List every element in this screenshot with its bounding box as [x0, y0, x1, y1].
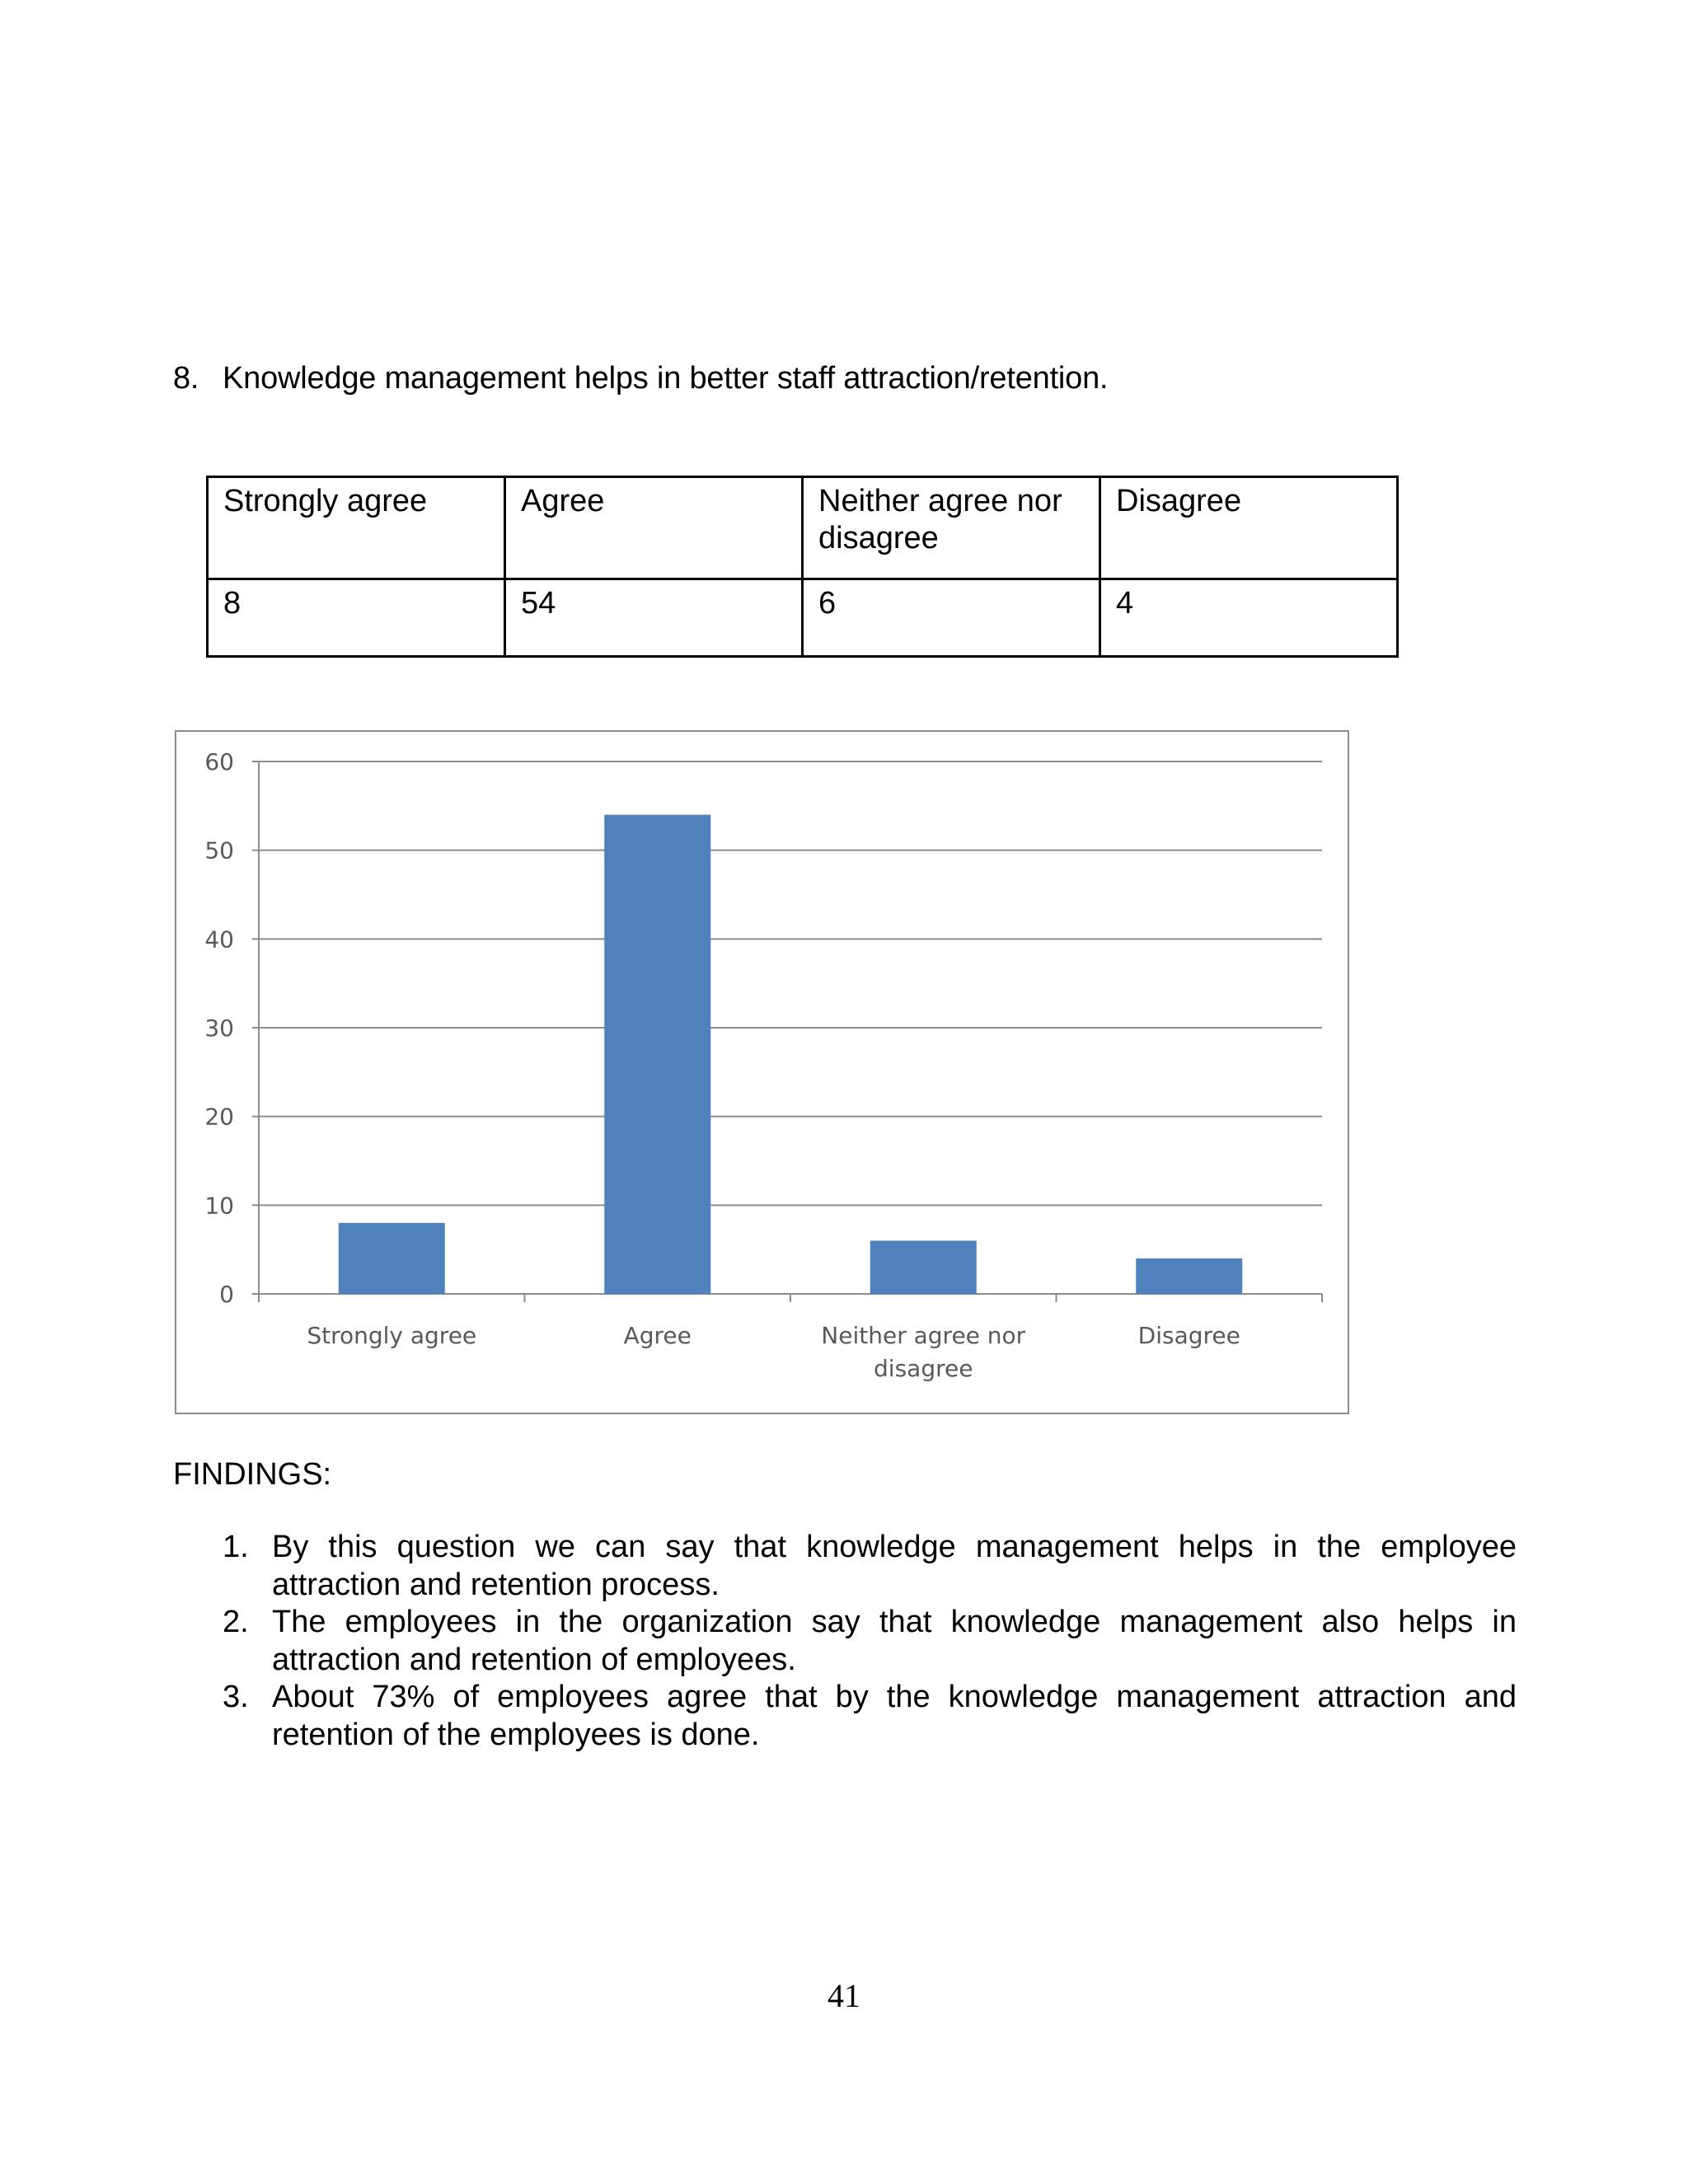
table-header-cell: Agree — [505, 477, 803, 579]
x-category-label: Agree — [623, 1322, 692, 1349]
bar-3 — [870, 1240, 977, 1294]
question-text: Knowledge management helps in better staff attraction/retention. — [223, 361, 1109, 396]
y-tick-label: 0 — [219, 1281, 234, 1308]
findings-heading: FINDINGS: — [173, 1457, 332, 1492]
y-tick-label: 30 — [204, 1015, 234, 1042]
y-tick-label: 20 — [204, 1103, 234, 1131]
table-header-cell: Strongly agree — [208, 477, 505, 579]
finding-item — [223, 1529, 1517, 1604]
y-tick-label: 10 — [204, 1192, 234, 1220]
table-header-row — [208, 477, 1398, 579]
question-number: 8. — [173, 361, 199, 396]
table-value-cell: 8 — [208, 579, 505, 657]
table-header-cell: Disagree — [1100, 477, 1398, 579]
finding-text: By this question we can say that knowledge management helps in the employee attraction and retention process. — [272, 1530, 1517, 1602]
bar-4 — [1136, 1258, 1242, 1294]
bar-1 — [339, 1223, 445, 1294]
finding-item — [223, 1679, 1517, 1754]
bar-chart — [175, 730, 1349, 1414]
finding-item — [223, 1604, 1517, 1679]
question-heading — [173, 361, 1108, 396]
bar-2 — [604, 815, 710, 1294]
x-category-label: Disagree — [1137, 1322, 1240, 1349]
table-value-cell: 6 — [803, 579, 1100, 657]
x-category-label: Neither agree nor — [821, 1322, 1026, 1349]
x-category-label: disagree — [874, 1355, 973, 1382]
y-tick-label: 40 — [204, 926, 234, 954]
y-tick-label: 50 — [204, 837, 234, 865]
bar-chart-svg — [176, 732, 1351, 1416]
x-category-label: Strongly agree — [307, 1322, 477, 1349]
y-tick-label: 60 — [204, 748, 234, 776]
table-value-row — [208, 579, 1398, 657]
findings-list — [223, 1529, 1517, 1754]
finding-number: 3. — [223, 1680, 249, 1714]
finding-text: The employees in the organization say that knowledge management also helps in attraction and retention of employees. — [272, 1605, 1517, 1677]
page-number: 41 — [828, 1977, 860, 2014]
response-table — [206, 476, 1399, 658]
table-value-cell: 4 — [1100, 579, 1398, 657]
table-value-cell: 54 — [505, 579, 803, 657]
finding-text: About 73% of employees agree that by the knowledge management attraction and retention of the employees is done. — [272, 1680, 1517, 1752]
finding-number: 2. — [223, 1605, 249, 1639]
table-header-cell: Neither agree nor disagree — [803, 477, 1100, 579]
finding-number: 1. — [223, 1530, 249, 1564]
